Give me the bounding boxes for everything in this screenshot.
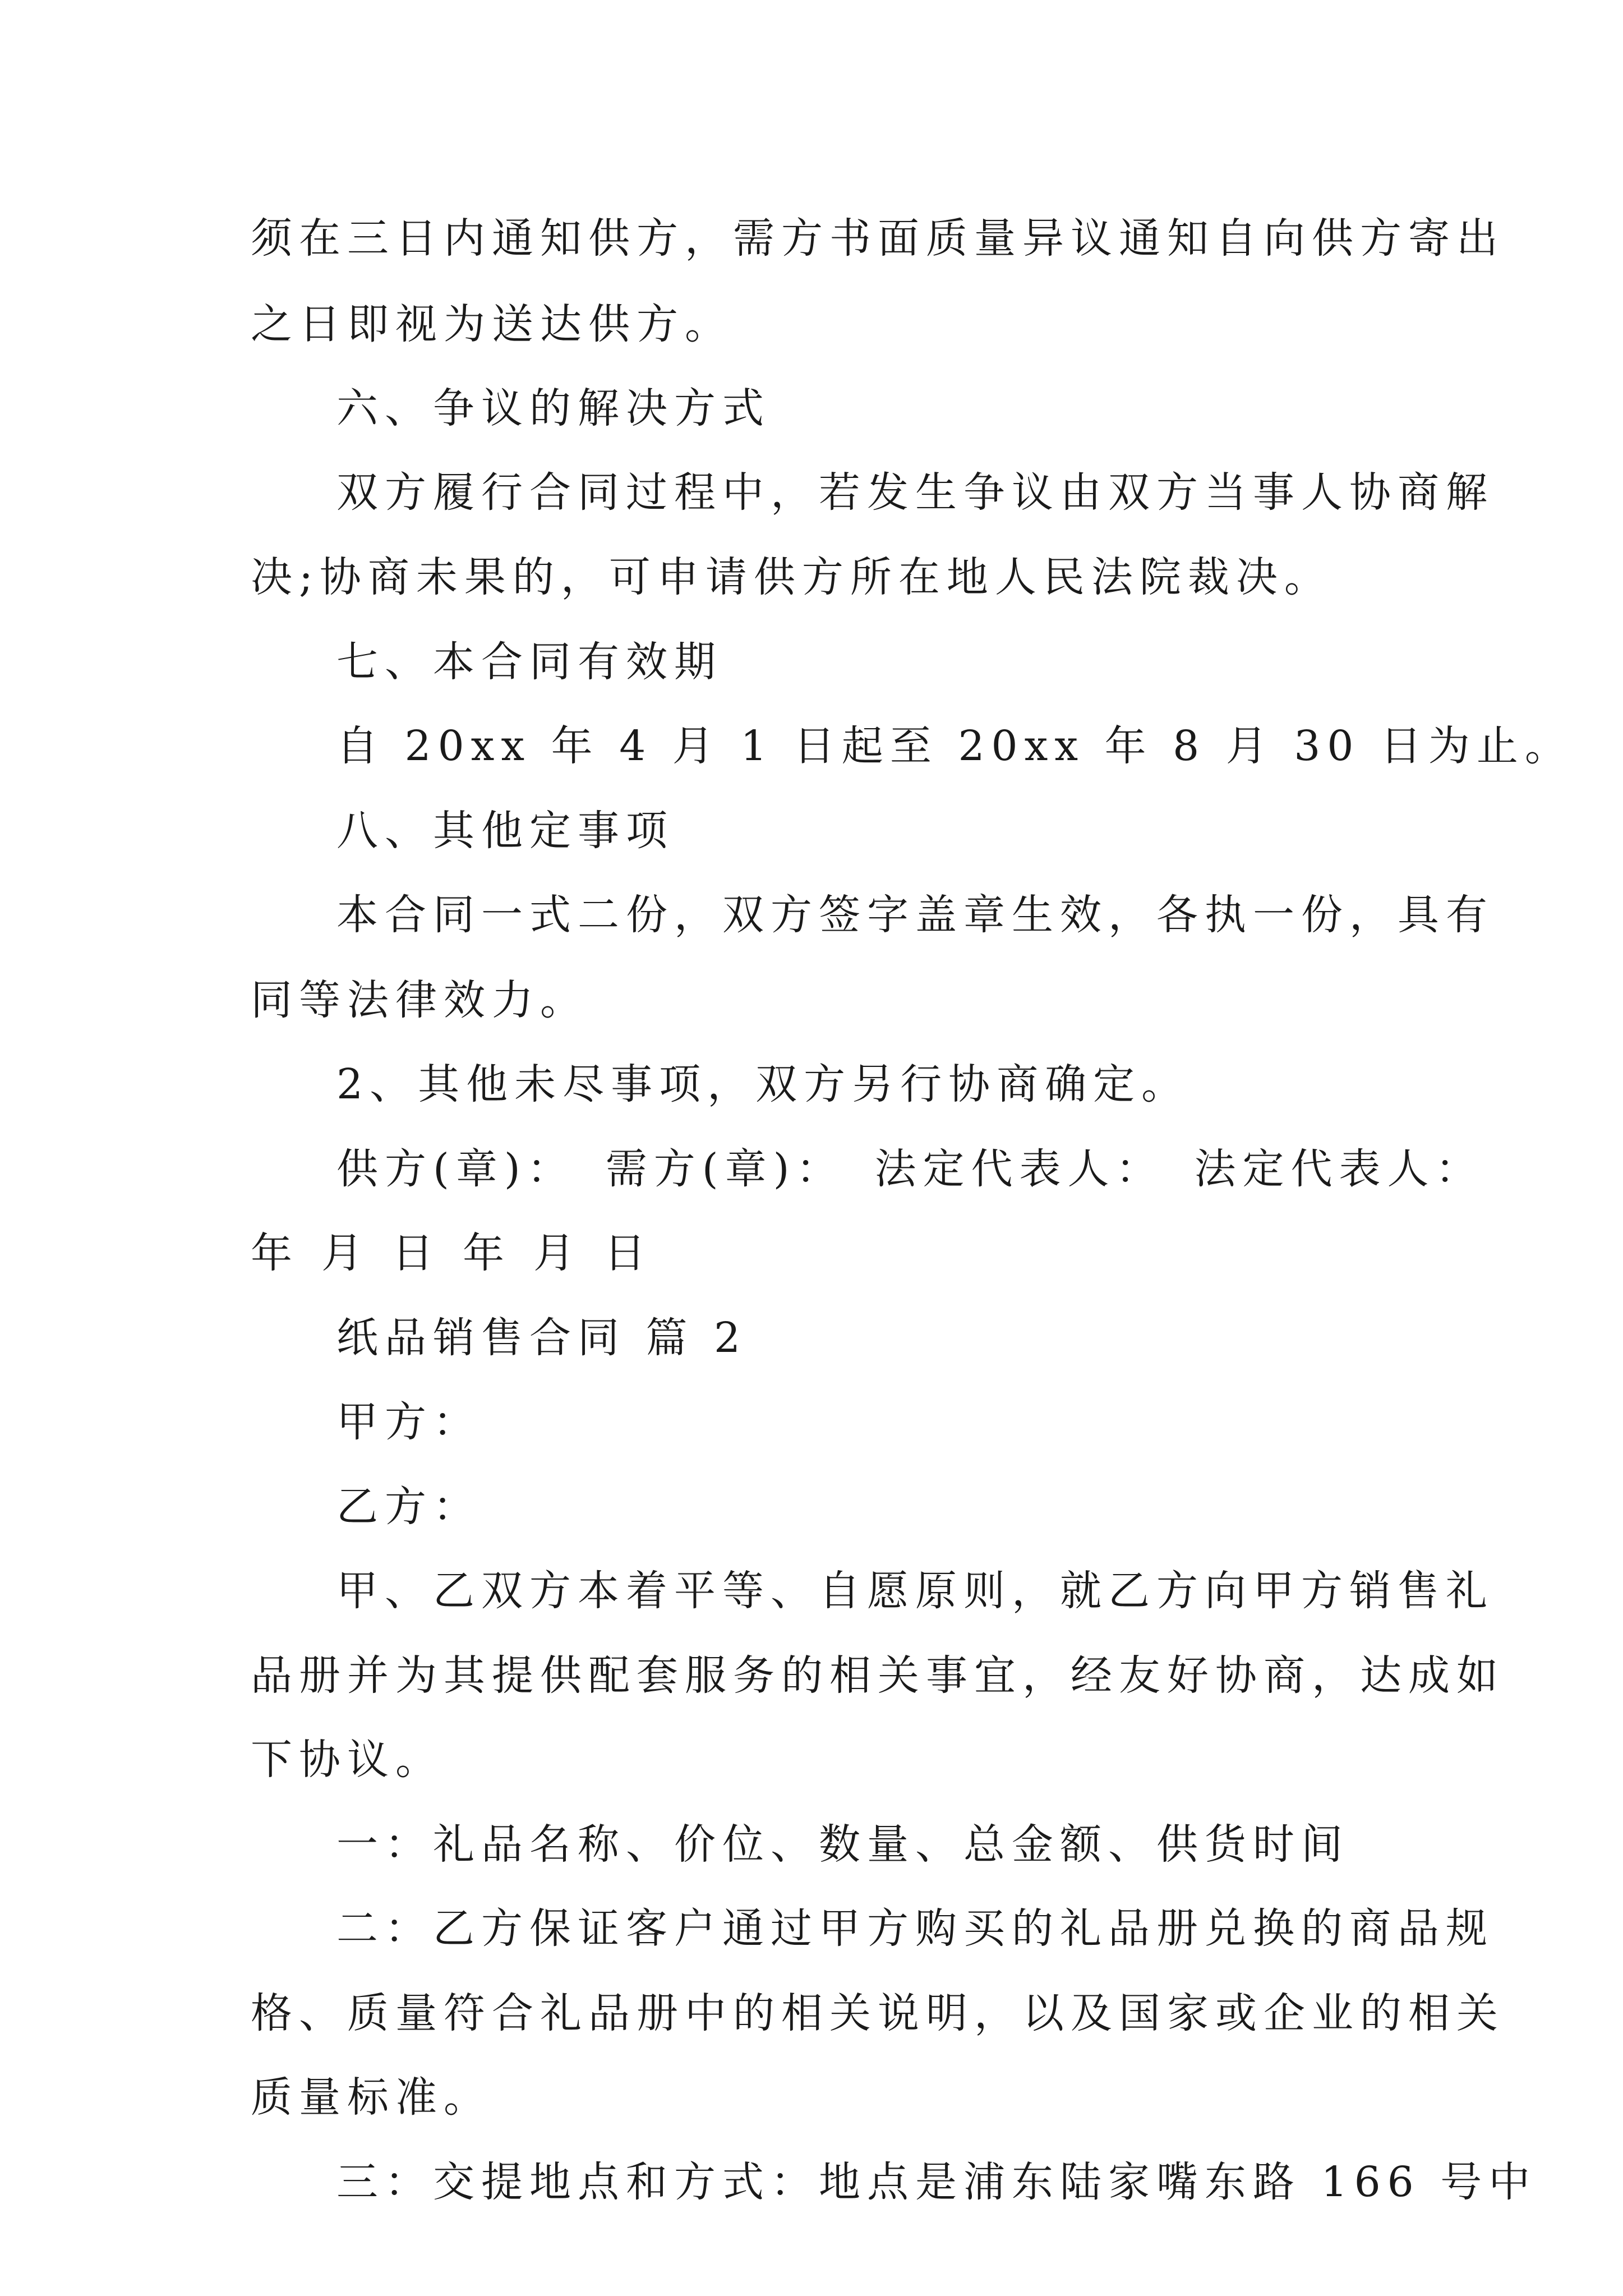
section-heading: 六、争议的解决方式 bbox=[336, 384, 771, 432]
date-day: 日 bbox=[604, 1229, 652, 1277]
date-row bbox=[251, 1228, 652, 1278]
paragraph-line: 自 20xx 年 4 月 1 日起至 20xx 年 8 月 30 日为止。 bbox=[336, 722, 1573, 770]
party-b-label: 乙方： bbox=[336, 1483, 481, 1531]
contract-title: 纸品销售合同 篇 2 bbox=[336, 1314, 748, 1362]
party-a-label: 甲方： bbox=[336, 1398, 481, 1446]
section-heading: 八、其他定事项 bbox=[336, 807, 674, 855]
date-month: 月 bbox=[533, 1229, 582, 1277]
paragraph-line: 之日即视为送达供方。 bbox=[251, 300, 733, 348]
buyer-representative-label: 法定代表人： bbox=[1194, 1145, 1484, 1193]
date-day: 日 bbox=[392, 1229, 440, 1277]
date-year: 年 bbox=[463, 1229, 511, 1277]
paragraph-line: 格、质量符合礼品册中的相关说明，以及国家或企业的相关 bbox=[251, 1989, 1505, 2037]
paragraph-line: 双方履行合同过程中，若发生争议由双方当事人协商解 bbox=[336, 468, 1494, 517]
paragraph-line: 品册并为其提供配套服务的相关事宜，经友好协商，达成如 bbox=[251, 1651, 1505, 1700]
signature-row bbox=[336, 1144, 1484, 1194]
paragraph-line: 质量标准。 bbox=[251, 2073, 492, 2122]
date-month: 月 bbox=[321, 1229, 370, 1277]
paragraph-line: 同等法律效力。 bbox=[251, 976, 588, 1024]
supplier-seal-label: 供方(章)： bbox=[336, 1145, 575, 1193]
paragraph-line: 下协议。 bbox=[251, 1736, 444, 1784]
supplier-representative-label: 法定代表人： bbox=[874, 1145, 1164, 1193]
paragraph-line: 甲、乙双方本着平等、自愿原则，就乙方向甲方销售礼 bbox=[336, 1567, 1494, 1615]
paragraph-line: 本合同一式二份，双方签字盖章生效，各执一份，具有 bbox=[336, 891, 1494, 939]
paragraph-line: 须在三日内通知供方，需方书面质量异议通知自向供方寄出 bbox=[251, 214, 1505, 263]
date-year: 年 bbox=[251, 1229, 299, 1277]
clause-line: 二：乙方保证客户通过甲方购买的礼品册兑换的商品规 bbox=[336, 1904, 1494, 1953]
paragraph-line: 2、其他未尽事项，双方另行协商确定。 bbox=[336, 1060, 1190, 1108]
buyer-seal-label: 需方(章)： bbox=[605, 1145, 845, 1193]
paragraph-line: 决;协商未果的，可申请供方所在地人民法院裁决。 bbox=[251, 553, 1332, 601]
clause-line: 三：交提地点和方式：地点是浦东陆家嘴东路 166 号中 bbox=[336, 2158, 1537, 2206]
section-heading: 七、本合同有效期 bbox=[336, 638, 722, 686]
clause-line: 一：礼品名称、价位、数量、总金额、供货时间 bbox=[336, 1820, 1349, 1869]
